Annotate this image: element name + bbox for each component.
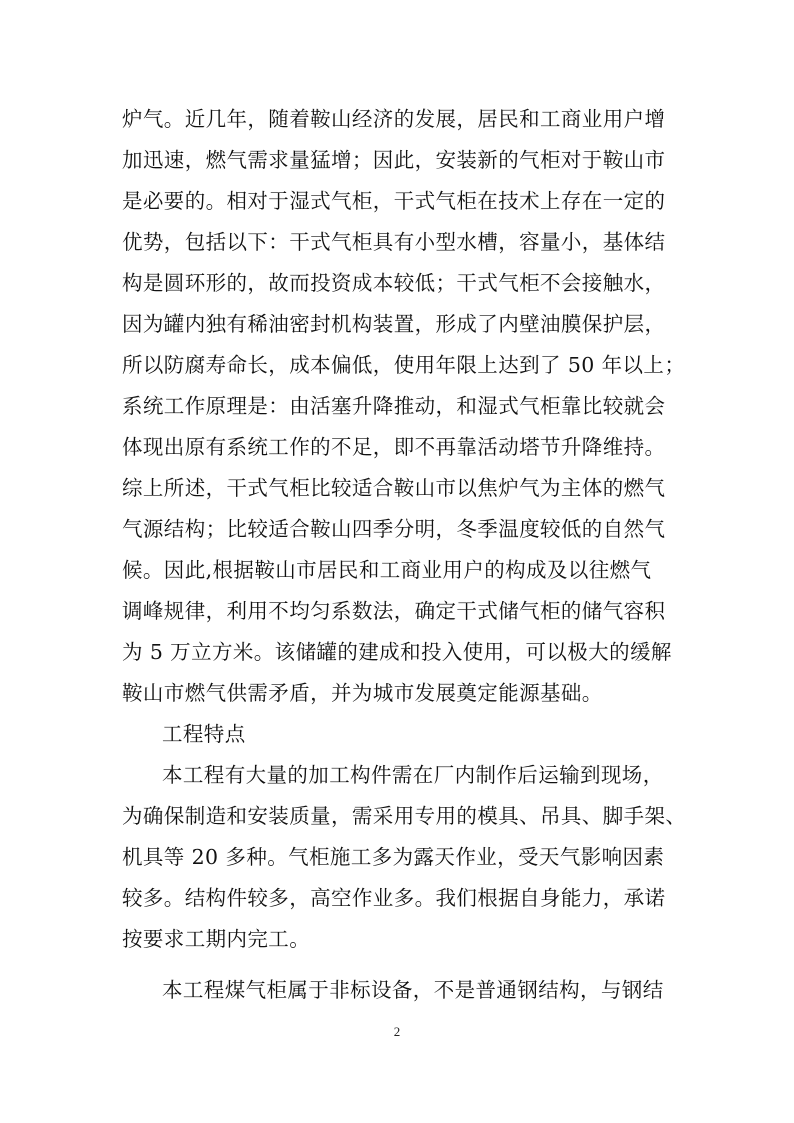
body-line: 加迅速，燃气需求量猛增；因此，安装新的气柜对于鞍山市 bbox=[122, 148, 666, 172]
body-line: 优势，包括以下：干式气柜具有小型水槽，容量小，基体结 bbox=[122, 230, 666, 254]
body-line: 较多。结构件较多，高空作业多。我们根据自身能力，承诺 bbox=[122, 886, 666, 910]
body-line: 本工程有大量的加工构件需在厂内制作后运输到现场， bbox=[162, 763, 664, 787]
body-line: 气源结构；比较适合鞍山四季分明，冬季温度较低的自然气 bbox=[122, 517, 666, 541]
body-line: 机具等 20 多种。气柜施工多为露天作业，受天气影响因素 bbox=[122, 845, 665, 869]
page-number: 2 bbox=[393, 1024, 401, 1039]
body-line: 为 5 万立方米。该储罐的建成和投入使用，可以极大的缓解 bbox=[122, 640, 672, 664]
body-line: 调峰规律，利用不均匀系数法，确定干式储气柜的储气容积 bbox=[122, 599, 666, 623]
body-line: 为确保制造和安装质量，需采用专用的模具、吊具、脚手架、 bbox=[122, 804, 687, 828]
body-line: 因为罐内独有稀油密封机构装置，形成了内壁油膜保护层， bbox=[122, 312, 666, 336]
body-line: 候。因此,根据鞍山市居民和工商业用户的构成及以往燃气 bbox=[122, 558, 652, 582]
body-line: 所以防腐寿命长，成本偏低，使用年限上达到了 50 年以上； bbox=[122, 353, 686, 377]
section-heading: 工程特点 bbox=[162, 722, 246, 746]
body-line: 体现出原有系统工作的不足，即不再靠活动塔节升降维持。 bbox=[122, 435, 666, 459]
body-line: 系统工作原理是：由活塞升降推动，和湿式气柜靠比较就会 bbox=[122, 394, 666, 418]
body-line: 是必要的。相对于湿式气柜，干式气柜在技术上存在一定的 bbox=[122, 189, 666, 213]
body-line: 按要求工期内完工。 bbox=[122, 927, 311, 951]
body-line: 构是圆环形的，故而投资成本较低；干式气柜不会接触水， bbox=[122, 271, 666, 295]
body-line: 鞍山市燃气供需矛盾，并为城市发展奠定能源基础。 bbox=[122, 681, 603, 705]
body-line: 综上所述，干式气柜比较适合鞍山市以焦炉气为主体的燃气 bbox=[122, 476, 666, 500]
body-line: 炉气。近几年，随着鞍山经济的发展，居民和工商业用户增 bbox=[122, 107, 666, 131]
body-line: 本工程煤气柜属于非标设备，不是普通钢结构，与钢结 bbox=[162, 978, 664, 1002]
